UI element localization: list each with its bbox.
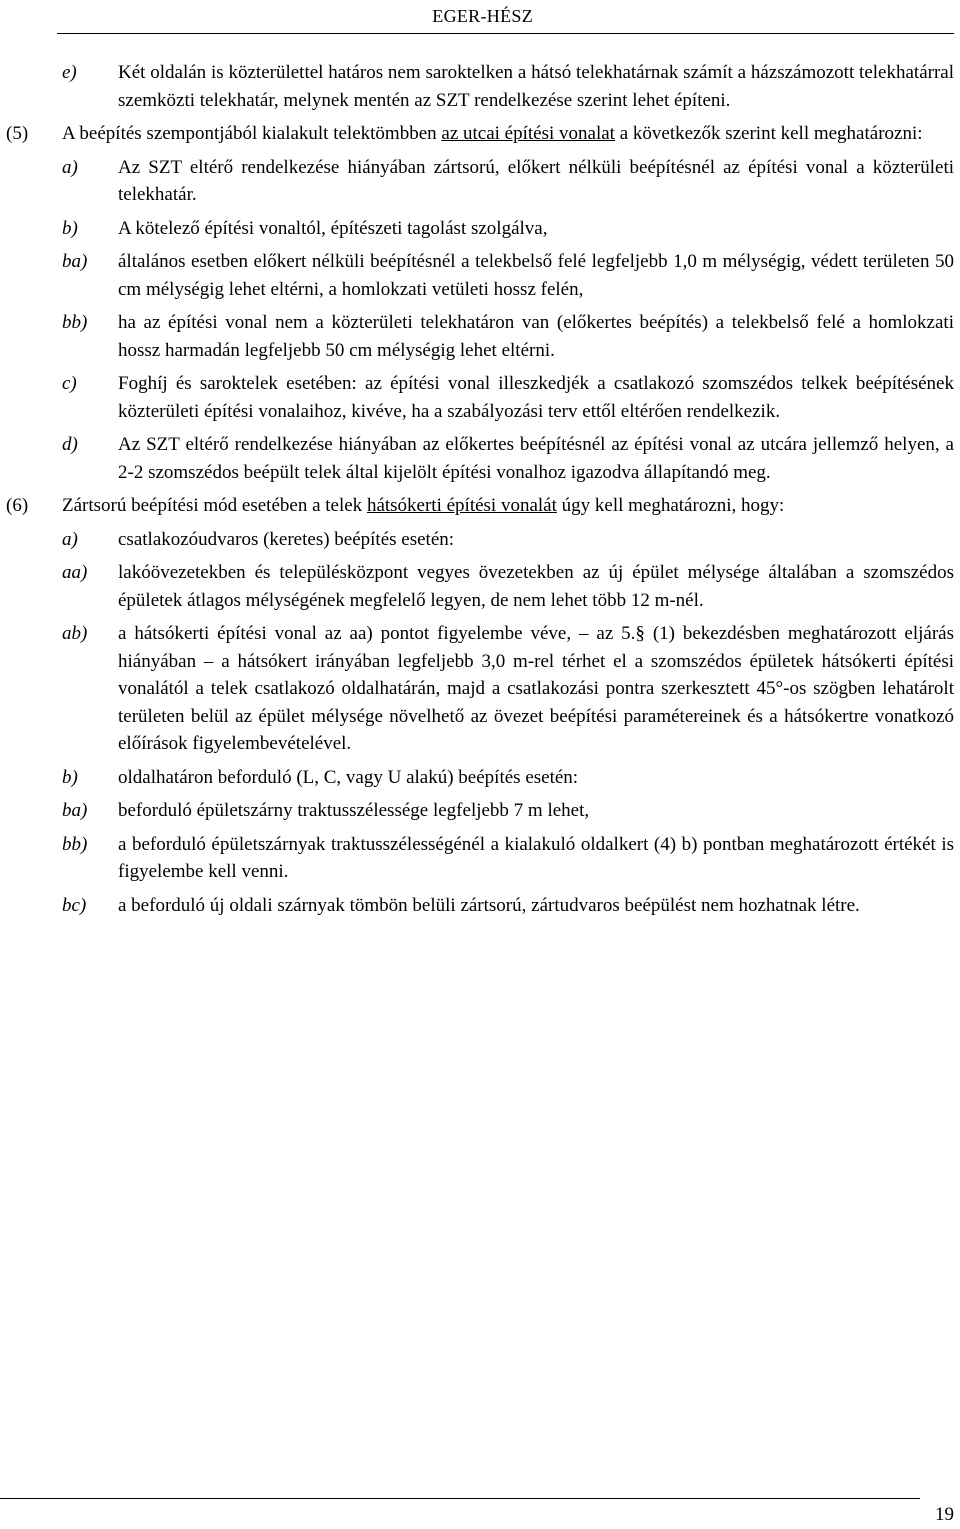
item-label: e) xyxy=(62,62,77,83)
page-header: EGER-HÉSZ xyxy=(432,6,533,26)
footer-rule xyxy=(0,1498,920,1499)
paragraph-5 xyxy=(0,120,960,148)
text-segment: úgy kell meghatározni, hogy: xyxy=(556,495,785,516)
list-item-5d xyxy=(0,431,960,486)
paragraph-text xyxy=(62,120,960,148)
item-text: a beforduló épületszárnyak traktusszélességénél a kialakuló oldalkert (4) b) pontban meghatározott értékét is figyelembe kell venni. xyxy=(118,833,954,882)
text-segment: a következők szerint kell meghatározni: xyxy=(614,123,923,144)
list-item-e xyxy=(0,59,960,114)
paragraph-number: (5) xyxy=(6,123,29,144)
item-text: ha az építési vonal nem a közterületi telekhatáron van (előkertes beépítés) a telekbelső felé a homlokzati hossz harmadán legfeljebb 50 cm mélységig lehet eltérni. xyxy=(118,312,954,361)
list-item-6ab xyxy=(0,620,960,758)
item-text: általános esetben előkert nélküli beépítésnél a telekbelső felé legfeljebb 1,0 m mélységig, védett területen 50 cm mélységig lehet eltérni, a homlokzati vetületi hossz felén, xyxy=(118,251,954,300)
item-text: Az SZT eltérő rendelkezése hiányában zártsorú, előkert nélküli beépítésnél az építési vonal a közterületi telekhatár. xyxy=(118,156,954,205)
item-label: bb) xyxy=(62,312,88,333)
list-item-6bb xyxy=(0,831,960,886)
list-item-5c xyxy=(0,370,960,425)
item-label: bc) xyxy=(62,894,87,916)
paragraph-6 xyxy=(0,492,960,520)
text-segment: Zártsorú beépítési mód esetében a telek xyxy=(62,495,367,516)
text-segment: A beépítés szempontjából kialakult telektömbben xyxy=(62,123,442,144)
underlined-term: hátsókerti építési vonalát xyxy=(366,495,557,516)
list-item-6ba xyxy=(0,797,960,825)
item-label: b) xyxy=(62,217,78,239)
item-text: Két oldalán is közterülettel határos nem saroktelken a hátsó telekhatárnak számít a házszámozott telekhatárral szemközti telekhatár, melynek mentén az SZT rendelkezése szerint lehet építeni. xyxy=(118,62,954,111)
list-item-5ba xyxy=(0,248,960,303)
item-text: csatlakozóudvaros (keretes) beépítés esetén: xyxy=(118,528,455,550)
item-text: A kötelező építési vonaltól, építészeti tagolást szolgálva, xyxy=(118,217,548,239)
item-label: ba) xyxy=(62,251,88,272)
item-text: Az SZT eltérő rendelkezése hiányában az előkertes beépítésnél az építési vonal az utcára jellemző helyen, a 2-2 szomszédos beépült telek által kijelölt építési vonalhoz igazodva állapítandó meg. xyxy=(118,434,954,483)
item-text: beforduló épületszárny traktusszélessége legfeljebb 7 m lehet, xyxy=(118,800,590,821)
document-body xyxy=(0,59,960,919)
list-item-5bb xyxy=(0,309,960,364)
list-item-5b xyxy=(0,215,960,243)
list-item-6aa xyxy=(0,559,960,614)
item-text: a hátsókerti építési vonal az aa) pontot figyelembe véve, – az 5.§ (1) bekezdésben meghatározott eljárás hiányában – a hátsókert irányában legfeljebb 3,0 m-rel térhet el a szomszédos épületek hátsókerti építési vonalától a telek csatlakozó oldalhatárán, majd a csatlakozási pontra szerkesztett 45°-os szögben lehatárolt területen belül az épület mélysége növelhető az övezet beépítési paramétereinek és a hátsókertre vonatkozó előírások figyelembevételével. xyxy=(118,623,954,754)
page-number: 19 xyxy=(935,1504,954,1525)
list-item-6a xyxy=(0,526,960,554)
item-label: a) xyxy=(62,528,78,550)
item-label: d) xyxy=(62,434,78,455)
item-label: c) xyxy=(62,373,77,394)
item-label: a) xyxy=(62,156,78,178)
underlined-term: az utcai építési vonalat xyxy=(441,123,615,144)
item-text: Foghíj és saroktelek esetében: az építési vonal illeszkedjék a csatlakozó szomszédos telkek beépítésének közterületi építési vonalaihoz, kivéve, ha a szabályozási terv ettől eltérően rendelkezik. xyxy=(118,373,954,422)
item-label: aa) xyxy=(62,562,88,583)
list-item-6b xyxy=(0,764,960,792)
item-text: a beforduló új oldali szárnyak tömbön belüli zártsorú, zártudvaros beépülést nem hozhatnak létre. xyxy=(118,894,860,916)
item-label: ab) xyxy=(62,623,88,644)
list-item-5a xyxy=(0,154,960,209)
item-label: ba) xyxy=(62,800,88,821)
item-text: lakóövezetekben és településközpont vegyes övezetekben az új épület mélysége általában a szomszédos épületek átlagos mélységének megfelelő legyen, de nem lehet több 12 m-nél. xyxy=(118,562,954,611)
paragraph-number: (6) xyxy=(6,495,29,516)
paragraph-text xyxy=(62,492,960,520)
item-text: oldalhatáron beforduló (L, C, vagy U alakú) beépítés esetén: xyxy=(118,766,579,788)
item-label: b) xyxy=(62,766,78,788)
header-rule xyxy=(57,33,954,34)
list-item-6bc xyxy=(0,892,960,920)
item-label: bb) xyxy=(62,833,88,855)
